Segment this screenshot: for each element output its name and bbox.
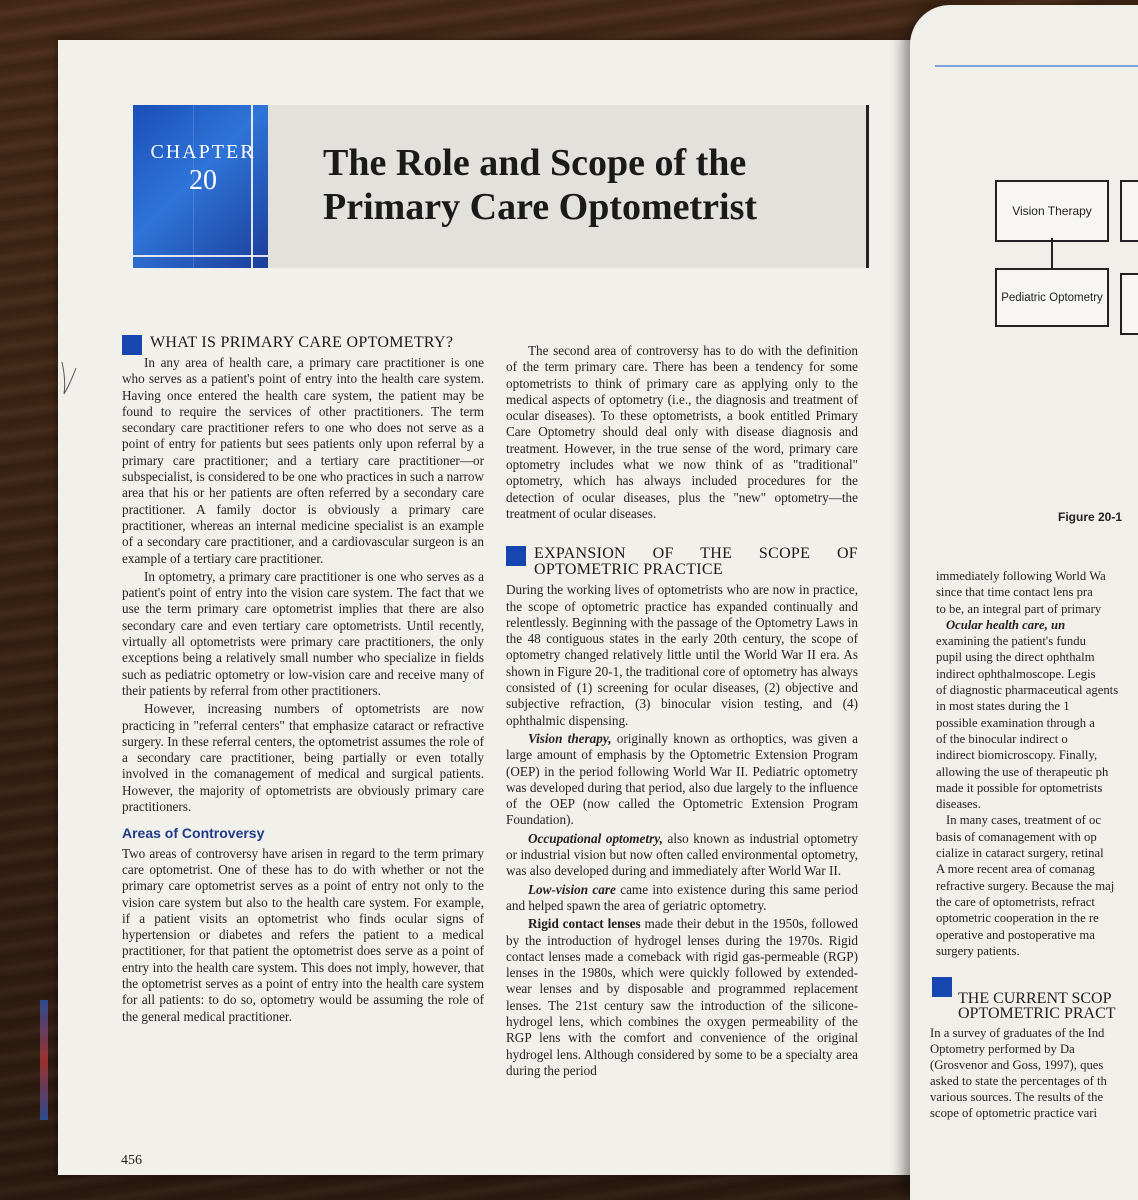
text-line: (Grosvenor and Goss, 1997), ques (930, 1058, 1104, 1072)
page-number: 456 (121, 1153, 142, 1168)
text-line: optometric cooperation in the re (936, 911, 1099, 926)
section-square-icon (932, 977, 952, 997)
paragraph: Occupational optometry, also known as industrial optometry or industrial vision but now often called environmental optometry, was also developed during and immediately after World War II. (506, 830, 858, 879)
paragraph: In optometry, a primary care practitioner is one who serves as a patient's point of entry into the vision care system. The fact that we use the term primary care optometrist implies that there are also secondary care and even tertiary care optometrists. Until recently, virtually all optometrists were primary care practitioners, the only exceptions being a relatively small number who specialize in fields such as pediatric optometry or low-vision care and receive many of their patients by referral from other practitioners. (122, 568, 484, 698)
text-line: pupil using the direct ophthalm (936, 650, 1095, 665)
text-line: surgery patients. (936, 943, 1020, 958)
text-line: of diagnostic pharmaceutical agents (936, 683, 1119, 698)
subheading-areas-of-controversy: Areas of Controversy (122, 825, 265, 842)
chapter-label: CHAPTER (150, 141, 256, 163)
chapter-number: 20 (189, 165, 217, 196)
section-heading-primary-care: WHAT IS PRIMARY CARE OPTOMETRY? (122, 335, 484, 351)
paragraph: Two areas of controversy have arisen in regard to the term primary care optometrist. One of these has to do with whether or not the primary care optometrist serves as a point of entry not only to the vision care system but also to the health care system. For example, if a patient visits an optometrist who finds ocular signs of hypertension or diabetes and refers the patient to a medical practitioner, for that patient the optometrist does serve as a point of entry into the health care system. This does not imply, however, that the optometrist serves as a point of entry into the health care system for all patients: to do so, optometry would be assuming the role of the general medical practitioner. (122, 845, 484, 1024)
section-square-icon (122, 335, 142, 355)
text-line: diseases. (936, 797, 981, 812)
text-line: to be, an integral part of primary (936, 601, 1102, 616)
paragraph: During the working lives of optometrists who are now in practice, the scope of optometric practice has expanded continually and relentlessly. Beginning with the passage of the Optometry Laws in the 48 contiguous states in the early 20th century, the scope of optometry changed relatively little until the World War II era. As shown in Figure 20-1, the traditional core of optometry has always consisted of (1) screening for ocular diseases, (2) objective and subjective refraction, (3) binocular vision testing, and (4) ophthalmic dispensing. (506, 582, 858, 728)
right-page: Vision Therapy Pediatric Optometry Figure 20-1 immediately following World Wa since that time contact lens pra to be, an integral part of primary Ocular health care, un examining the patient's fundu pupil using the direct ophthalm indirect ophthalmoscope. Legis of diagnostic pharmaceutical agents in most states during the 1 possible examination through a of the binocular indirect o indirect biomicroscopy. Finally, allowing the use of therapeutic ph made it possible for optometrists diseases. In many cases, treatment of oc basis of comanagement with op cialize in cataract surgery, retinal A more recent area of comanag refractive surgery. Because the maj the care of optometrists, refract optometric cooperation in the re operative and postoperative ma surgery patients. THE CURRENT SCOP OPTOMETRIC PRACT In a survey of graduates of the Ind Optometry performed by Da (Grosvenor and Goss, 1997), ques asked to state the percentages of th various sources. The results of the scope of optometric practice vari (910, 5, 1138, 1200)
text-line: of the binocular indirect o (936, 731, 1068, 746)
text-line: examining the patient's fundu (936, 634, 1086, 649)
text-line: allowing the use of therapeutic ph (936, 764, 1109, 779)
text-line: scope of optometric practice vari (930, 1106, 1097, 1120)
flow-box-pediatric: Pediatric Optometry (995, 268, 1109, 327)
text-line: immediately following World Wa (936, 569, 1106, 583)
run-in-heading: Occupational optometry, (528, 830, 663, 846)
paragraph: Vision therapy, originally known as orthoptics, was given a large amount of emphasis by the Optometric Extension Program (OEP) in the period following World War II. Pediatric optometry was developed during that period, also due largely to the influence of the OEP (now called the Optometric Extension Program Foundation). (506, 730, 858, 828)
text-line: indirect ophthalmoscope. Legis (936, 666, 1096, 681)
left-page (58, 40, 928, 1175)
section-heading-expansion: EXPANSION OF THE SCOPE OF OPTOMETRIC PRACTICE (506, 546, 858, 578)
header-rule (935, 65, 1138, 67)
right-text-column-2 (930, 1025, 1138, 1121)
chapter-title-line2: Primary Care Optometrist (323, 186, 758, 228)
text-line: in most states during the 1 (936, 699, 1070, 714)
paragraph: In any area of health care, a primary care practitioner is one who serves as a patient's point of entry into the health care system. Having once entered the health care system, the patient may be found to require the services of other practitioners. The term secondary care practitioner refers to one who does not serve as a point of entry for patients but sees patients only upon referral by a primary care practitioner; and a tertiary care practitioner—or subspecialist, is considered to be one who practices in such a narrow area that his or her patients are often referred by a secondary care practitioner. A family doctor is obviously a primary care practitioner, whereas an internal medicine specialist is an example of a secondary care practitioner, and a cardiovascular surgeon is an example of a tertiary care practitioner. (122, 355, 484, 566)
text-line: since that time contact lens pra (936, 585, 1093, 600)
right-text-column (936, 568, 1138, 959)
text-line: In many cases, treatment of oc (946, 813, 1102, 828)
section-square-icon (506, 546, 526, 566)
paragraph: However, increasing numbers of optometrists are now practicing in "referral centers" that emphasize cataract or refractive surgery. In these referral centers, the optometrist assumes the role of a secondary care practitioner, being partially or even totally involved in the comanagement of medical and surgical patients. However, the majority of optometrists are obviously primary care practitioners. (122, 701, 484, 815)
page-edge-color-strip (40, 1000, 48, 1120)
paragraph: Low-vision care came into existence during this same period and helped spawn the area of geriatric optometry. (506, 881, 858, 913)
text-line: In a survey of graduates of the Ind (930, 1026, 1105, 1040)
run-in-heading: Rigid contact lenses (528, 916, 641, 932)
flow-box-partial (1120, 273, 1138, 335)
text-line: Optometry performed by Da (930, 1042, 1075, 1056)
text-line: possible examination through a (936, 715, 1095, 730)
text-line: the care of optometrists, refract (936, 894, 1095, 909)
chapter-title (323, 141, 843, 229)
text-line: made it possible for optometrists (936, 780, 1103, 795)
pen-checkmark (58, 360, 78, 400)
text-line: cialize in cataract surgery, retinal (936, 846, 1104, 861)
text-line: asked to state the percentages of th (930, 1074, 1107, 1088)
text-line: A more recent area of comanag (936, 862, 1095, 877)
paragraph: The second area of controversy has to do with the definition of the term primary care. There has been a tendency for some optometrists to think of primary care as applying only to the medical aspects of optometry (i.e., the diagnosis and treatment of ocular diseases). To these optometrists, a book entitled Primary Care Optometry should deal only with disease diagnosis and treatment. However, in the true sense of the word, primary care optometry includes what we now think of as "traditional" optometry, which has always included procedures for the detection of ocular diseases, plus the "new" optometry—the treatment of ocular diseases. (506, 343, 858, 521)
text-line: operative and postoperative ma (936, 927, 1095, 942)
text-line: basis of comanagement with op (936, 829, 1097, 844)
run-in-heading: Low-vision care (528, 881, 616, 897)
middle-column (506, 343, 858, 1081)
chapter-badge (133, 105, 268, 268)
text-line: Ocular health care, un (946, 617, 1066, 632)
text-line: indirect biomicroscopy. Finally, (936, 748, 1098, 763)
chapter-banner (133, 105, 869, 268)
flow-connector (1050, 238, 1060, 268)
flow-box-vision-therapy: Vision Therapy (995, 180, 1109, 242)
flow-box-partial (1120, 180, 1138, 242)
left-column (122, 335, 484, 1027)
figure-label: Figure 20-1 (1058, 510, 1123, 524)
paragraph: Rigid contact lenses made their debut in the 1950s, followed by the introduction of hydrogel lenses during the 1970s. Rigid contact lenses made a comeback with rigid gas-permeable (RGP) lenses in the 1980s, which were quickly followed by extended-wear lenses and by disposable and programmed replacement lenses. The 21st century saw the introduction of the silicone-hydrogel lens, which combines the oxygen permeability of the RGP lens with the comfort and convenience of the original hydrogel lens. Although considered by some to be a specialty area during the period (506, 916, 858, 1078)
chapter-title-line1: The Role and Scope of the (323, 142, 747, 184)
text-line: refractive surgery. Because the maj (936, 878, 1115, 893)
text-line: various sources. The results of the (930, 1090, 1104, 1104)
run-in-heading: Vision therapy, (528, 730, 612, 746)
